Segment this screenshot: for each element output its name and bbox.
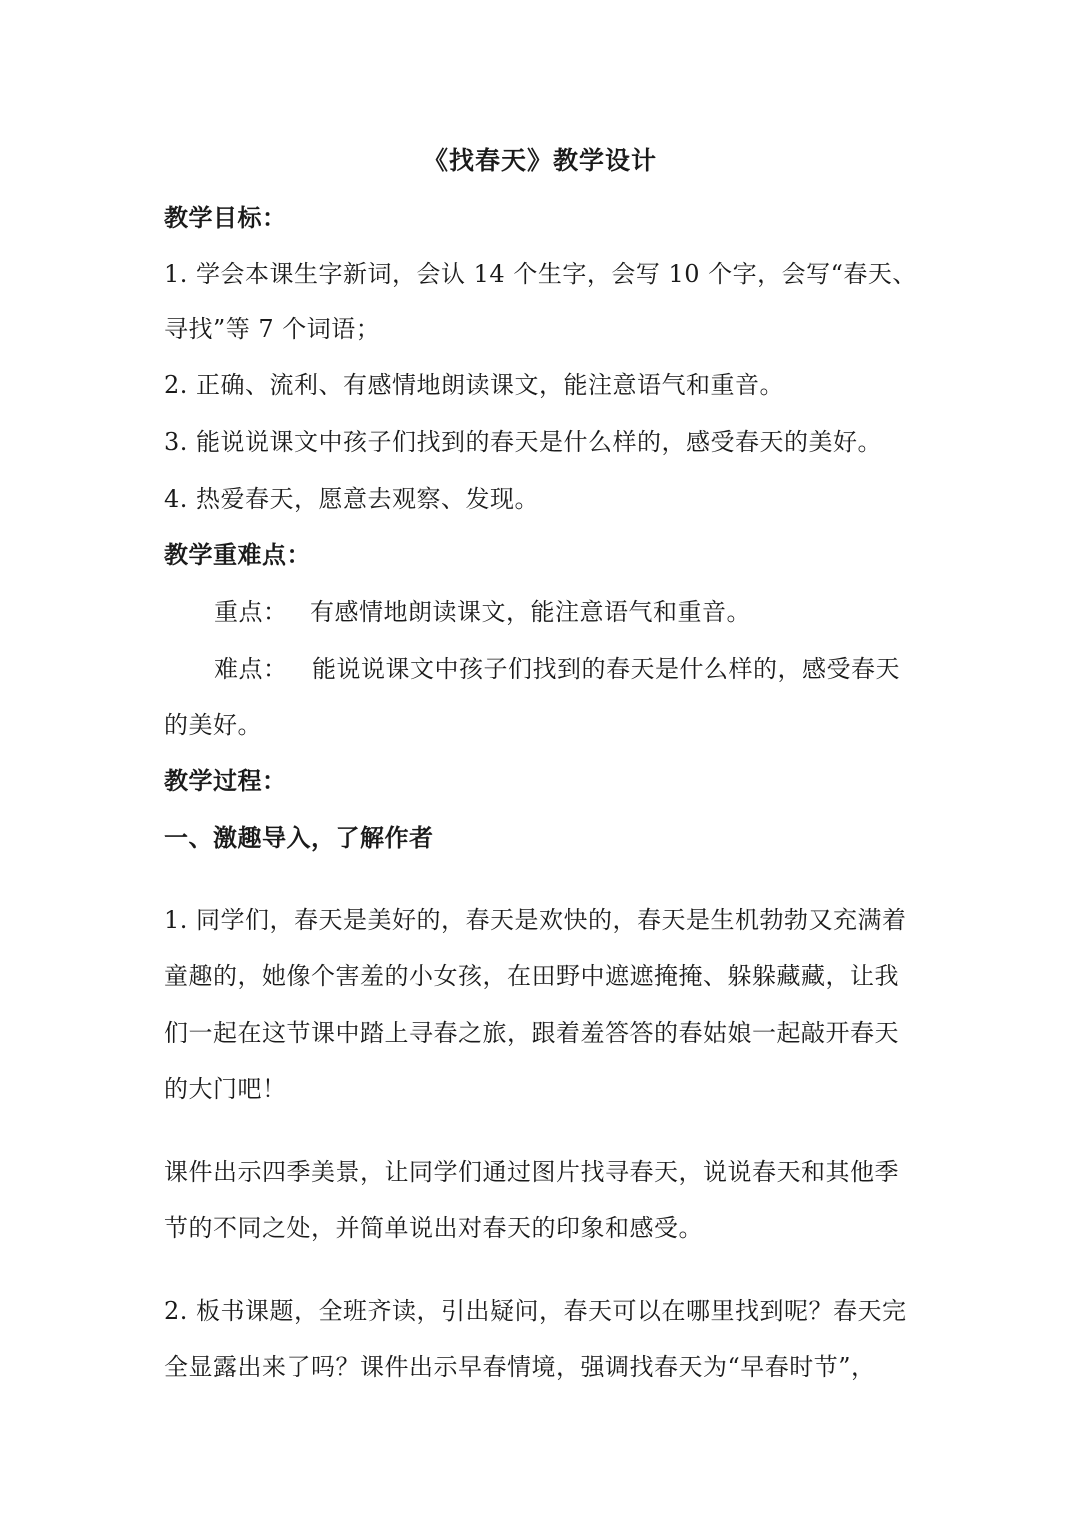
objective-3: 3. 能说说课文中孩子们找到的春天是什么样的，感受春天的美好。 (164, 428, 883, 456)
section1-heading: 一、激趣导入，了解作者 (164, 823, 434, 852)
focus-row (214, 597, 751, 627)
objective-1: 1. 学会本课生字新词，会认 14 个生字，会写 10 个字，会写“春天、 (164, 260, 917, 288)
paragraph-1-line: 童趣的，她像个害羞的小女孩，在田野中遮遮掩掩、躲躲藏藏，让我 (164, 962, 899, 990)
focus-text: 有感情地朗读课文，能注意语气和重音。 (310, 598, 751, 626)
process-heading: 教学过程： (164, 766, 287, 795)
focus-label: 重点： (214, 598, 288, 626)
paragraph-1-line: 们一起在这节课中踏上寻春之旅，跟着羞答答的春姑娘一起敲开春天 (164, 1019, 899, 1047)
objective-1-continued: 寻找”等 7 个词语； (164, 315, 381, 343)
paragraph-1-line: 的大门吧！ (164, 1075, 287, 1103)
paragraph-1-line: 1. 同学们，春天是美好的，春天是欢快的，春天是生机勃勃又充满着 (164, 906, 907, 934)
difficulty-text: 能说说课文中孩子们找到的春天是什么样的，感受春天 (312, 655, 900, 683)
key-points-heading: 教学重难点： (164, 540, 311, 569)
document-title: 《找春天》教学设计 (422, 146, 657, 175)
paragraph-2-line: 节的不同之处，并简单说出对春天的印象和感受。 (164, 1214, 703, 1242)
paragraph-2-line: 课件出示四季美景，让同学们通过图片找寻春天，说说春天和其他季 (164, 1158, 899, 1186)
difficulty-row (214, 654, 900, 684)
objective-4: 4. 热爱春天，愿意去观察、发现。 (164, 485, 540, 513)
difficulty-label: 难点： (214, 655, 288, 683)
objectives-heading: 教学目标： (164, 203, 287, 232)
paragraph-3-line: 2. 板书课题，全班齐读，引出疑问，春天可以在哪里找到呢？春天完 (164, 1297, 907, 1325)
objective-2: 2. 正确、流利、有感情地朗读课文，能注意语气和重音。 (164, 371, 785, 399)
difficulty-text-continued: 的美好。 (164, 711, 262, 739)
paragraph-3-line: 全显露出来了吗？课件出示早春情境，强调找春天为“早春时节”， (164, 1353, 876, 1381)
